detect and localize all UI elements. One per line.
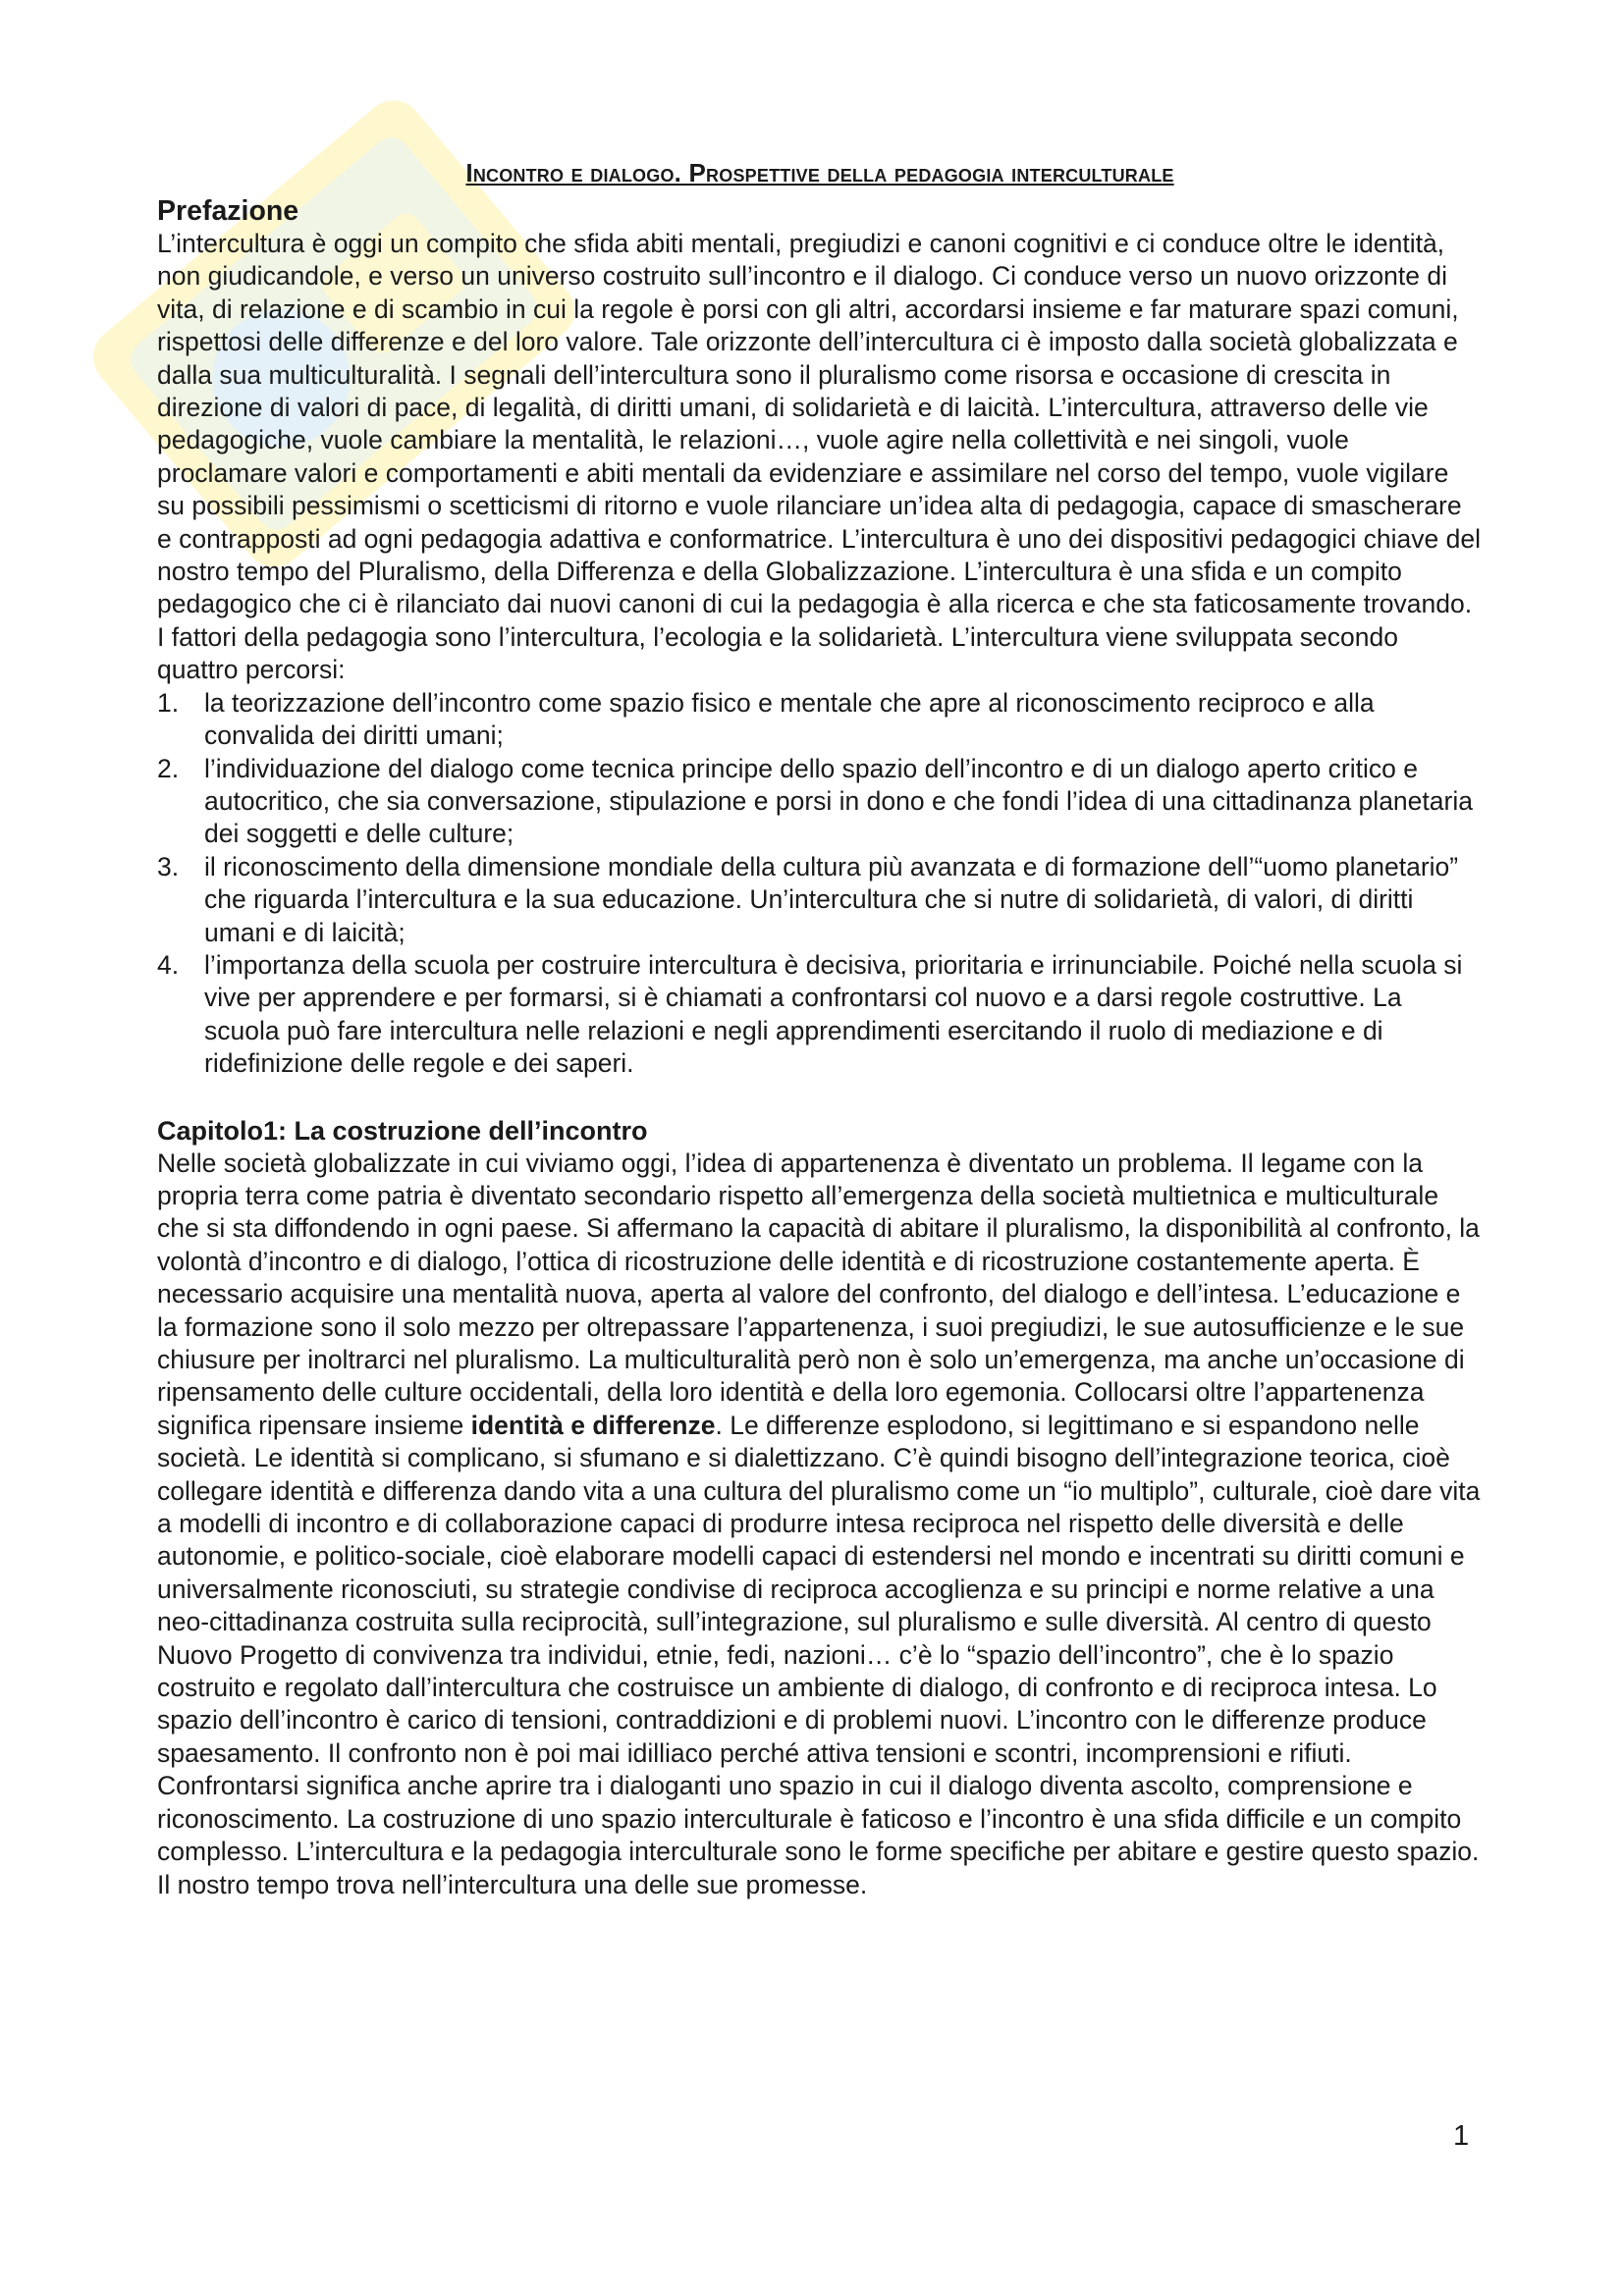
chapter-text-end: . Le differenze esplodono, si legittimano e si espandono nelle società. Le identità si complicano, si sfumano e si dialettizzano. C’è quindi bisogno dell’integrazione teorica, cioè collegare identità e differenza dando vita a una cultura del pluralismo come un “io multiplo”, culturale, cioè dare vita a modelli di incontro e di collaborazione capaci di produrre intesa reciproca nel rispetto delle diversità e delle autonomie, e politico-sociale, cioè elaborare modelli capaci di estendersi nel mondo e incentrati su diritti comuni e universalmente riconosciuti, su strategie condivise di reciproca accoglienza e su principi e norme relative a una neo-cittadinanza costruita sulla reciprocità, sull’integrazione, sul pluralismo e sulle diversità. Al centro di questo Nuovo Progetto di convivenza tra individui, etnie, fedi, nazioni… c’è lo “spazio dell’incontro”, che è lo spazio costruito e regolato dall’intercultura che costruisce un ambiente di dialogo, di confronto e di reciproca intesa. Lo spazio dell’incontro è carico di tensioni, contraddizioni e di problemi nuovi. L’incontro con le differenze produce spaesamento. Il confronto non è poi mai idilliaco perché attiva tensioni e scontri, incomprensioni e rifiuti. Confrontarsi significa anche aprire tra i dialoganti uno spazio in cui il dialogo diventa ascolto, comprensione e riconoscimento. La costruzione di uno spazio interculturale è faticoso e l’incontro è una sfida difficile e un compito complesso. L’intercultura e la pedagogia interculturale sono le forme specifiche per abitare e gestire questo spazio. Il nostro tempo trova nell’intercultura una delle sue promesse.: [157, 1410, 1481, 1899]
list-item-number: 3.: [157, 851, 180, 881]
list-item-text: la teorizzazione dell’incontro come spazio fisico e mentale che apre al riconoscimento reciproco e alla convalida dei diritti umani;: [204, 687, 1375, 751]
list-item: [157, 949, 1483, 1081]
list-item-number: 1.: [157, 687, 180, 718]
list-item: [157, 851, 1483, 949]
chapter-text-start: Nelle società globalizzate in cui viviamo oggi, l’idea di appartenenza è diventato un problema. Il legame con la propria terra come patria è diventato secondario rispetto all’emergenza della società multietnica e multiculturale che si sta diffondendo in ogni paese. Si affermano la capacità di abitare il pluralismo, la disponibilità al confronto, la volontà d’incontro e di dialogo, l’ottica di ricostruzione delle identità e di ricostruzione costantemente aperta. È necessario acquisire una mentalità nuova, aperta al valore del confronto, del dialogo e dell’intesa. L’educazione e la formazione sono il solo mezzo per oltrepassare l’appartenenza, i suoi pregiudizi, le sue autosufficienze e le sue chiusure per inoltrarci nel pluralismo. La multiculturalità però non è solo un’emergenza, ma anche un’occasione di ripensamento delle culture occidentali, della loro identità e della loro egemonia. Collocarsi oltre l’appartenenza significa ripensare insieme: [157, 1148, 1480, 1440]
preface-list: [157, 687, 1483, 1081]
page-number: 1: [1453, 2120, 1470, 2152]
document-page: [157, 155, 1483, 1901]
chapter-heading: Capitolo1: La costruzione dell’incontro: [157, 1115, 648, 1146]
list-item: [157, 687, 1483, 753]
preface-heading: Prefazione: [157, 195, 299, 227]
list-item-text: l’individuazione del dialogo come tecnica principe dello spazio dell’incontro e di un dialogo aperto critico e autocritico, che sia conversazione, stipulazione e porsi in dono e che fondi l’idea di una cittadinanza planetaria dei soggetti e delle culture;: [204, 753, 1473, 849]
chapter-bold-phrase: identità e differenze: [470, 1410, 716, 1440]
list-item-number: 2.: [157, 753, 180, 783]
list-item-text: l’importanza della scuola per costruire intercultura è decisiva, prioritaria e irrinunciabile. Poiché nella scuola si vive per apprendere e per formarsi, si è chiamati a confrontarsi col nuovo e a darsi regole costruttive. La scuola può fare intercultura nelle relazioni e negli apprendimenti esercitando il ruolo di mediazione e di ridefinizione delle regole e dei saperi.: [204, 949, 1463, 1079]
preface-paragraph: L’intercultura è oggi un compito che sfida abiti mentali, pregiudizi e canoni cognitivi e ci conduce oltre le identità, non giudicandole, e verso un universo costruito sull’incontro e il dialogo. Ci conduce verso un nuovo orizzonte di vita, di relazione e di scambio in cui la regole è porsi con gli altri, accordarsi insieme e far maturare spazi comuni, rispettosi delle differenze e del loro valore. Tale orizzonte dell’intercultura ci è imposto dalla società globalizzata e dalla sua multiculturalità. I segnali dell’intercultura sono il pluralismo come risorsa e occasione di crescita in direzione di valori di pace, di legalità, di diritti umani, di solidarietà e di laicità. L’intercultura, attraverso delle vie pedagogiche, vuole cambiare la mentalità, le relazioni…, vuole agire nella collettività e nei singoli, vuole proclamare valori e comportamenti e abiti mentali da evidenziare e assimilare nel corso del tempo, vuole vigilare su possibili pessimismi o scetticismi di ritorno e vuole rilanciare un’idea alta di pedagogia, capace di smascherare e contrapposti ad ogni pedagogia adattiva e conformatrice. L’intercultura è uno dei dispositivi pedagogici chiave del nostro tempo del Pluralismo, della Differenza e della Globalizzazione. L’intercultura è una sfida e un compito pedagogico che ci è rilanciato dai nuovi canoni di cui la pedagogia è alla ricerca e che sta faticosamente trovando. I fattori della pedagogia sono l’intercultura, l’ecologia e la solidarietà. L’intercultura viene sviluppata secondo quattro percorsi:: [157, 229, 1481, 685]
list-item-number: 4.: [157, 949, 180, 980]
chapter-paragraph: [157, 1148, 1483, 1901]
document-title: Incontro e dialogo. Prospettive della pedagogia interculturale: [465, 158, 1174, 187]
list-item: [157, 753, 1483, 851]
list-item-text: il riconoscimento della dimensione mondiale della cultura più avanzata e di formazione dell’“uomo planetario” che riguarda l’intercultura e la sua educazione. Un’intercultura che si nutre di solidarietà, di valori, di diritti umani e di laicità;: [204, 851, 1459, 947]
